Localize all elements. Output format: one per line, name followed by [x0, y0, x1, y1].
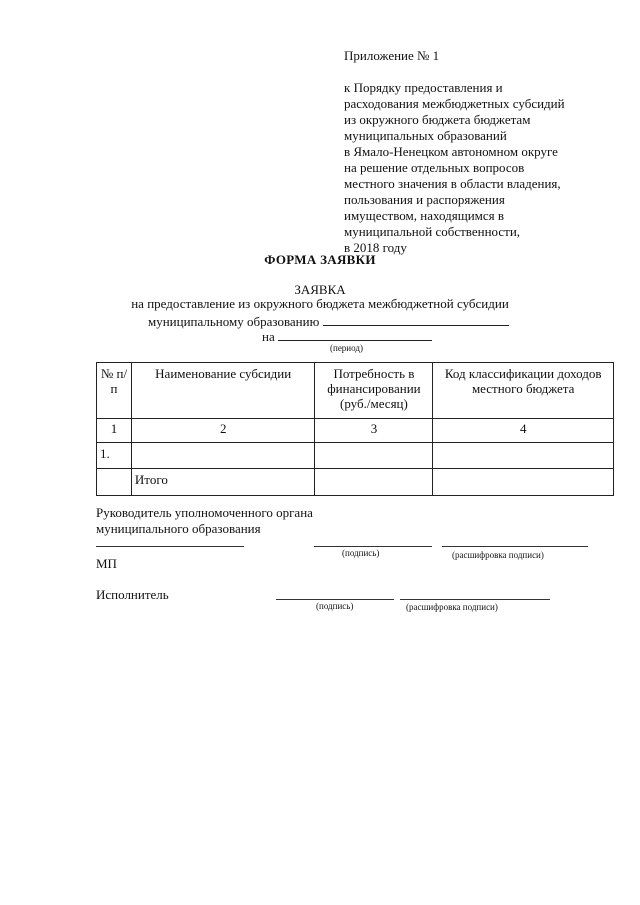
table-header-row	[97, 363, 614, 419]
head-label-line: Руководитель уполномоченного органа	[96, 505, 313, 520]
municipal-name-field[interactable]	[323, 313, 509, 326]
column-number: 2	[131, 419, 315, 443]
appendix-line: в 2018 году	[344, 240, 407, 255]
stamp-place-label: МП	[96, 556, 117, 571]
decoding-note: (расшифровка подписи)	[406, 602, 498, 612]
period-label: на	[262, 329, 275, 344]
table-cell[interactable]	[131, 443, 315, 469]
subsidy-table	[96, 362, 614, 496]
form-title: ФОРМА ЗАЯВКИ	[264, 252, 376, 267]
total-amount-cell[interactable]	[315, 469, 433, 496]
decoding-note: (расшифровка подписи)	[452, 550, 544, 560]
total-label: Итого	[131, 469, 315, 496]
period-note: (период)	[330, 343, 363, 353]
municipal-label: муниципальному образованию	[148, 314, 320, 329]
column-header-number: № п/п	[97, 363, 132, 419]
executor-label: Исполнитель	[96, 587, 169, 602]
table-cell[interactable]	[433, 469, 614, 496]
table-cell[interactable]: 1.	[97, 443, 132, 469]
column-number-row	[97, 419, 614, 443]
appendix-line: муниципальных образований	[344, 128, 507, 143]
table-cell	[97, 469, 132, 496]
application-subtitle: на предоставление из окружного бюджета межбюджетной субсидии	[131, 296, 509, 311]
head-name-field[interactable]	[96, 546, 244, 547]
period-field[interactable]	[278, 328, 432, 341]
total-row	[97, 469, 614, 496]
appendix-line: муниципальной собственности,	[344, 224, 521, 239]
head-of-authority-label	[96, 505, 313, 537]
column-header-amount: Потребность в финансировании (руб./месяц)	[315, 363, 433, 419]
appendix-line: имуществом, находящимся в	[344, 208, 505, 223]
table-cell[interactable]	[315, 443, 433, 469]
signature-note: (подпись)	[316, 601, 354, 611]
column-header-name: Наименование субсидии	[131, 363, 315, 419]
column-number: 4	[433, 419, 614, 443]
column-header-code: Код классификации доходов местного бюджета	[433, 363, 614, 419]
column-number: 1	[97, 419, 132, 443]
appendix-line: местного значения в области владения,	[344, 176, 561, 191]
table-cell[interactable]	[433, 443, 614, 469]
appendix-line: пользования и распоряжения	[344, 192, 505, 207]
head-label-line: муниципального образования	[96, 521, 261, 536]
appendix-line: на решение отдельных вопросов	[344, 160, 525, 175]
appendix-line: к Порядку предоставления и	[344, 80, 503, 95]
table-row	[97, 443, 614, 469]
head-signature-field[interactable]	[314, 546, 432, 547]
appendix-line: из окружного бюджета бюджетам	[344, 112, 531, 127]
application-title: ЗАЯВКА	[294, 282, 346, 297]
appendix-line: расходования межбюджетных субсидий	[344, 96, 565, 111]
head-decoding-field[interactable]	[442, 546, 588, 547]
executor-signature-field[interactable]	[276, 599, 394, 600]
executor-decoding-field[interactable]	[400, 599, 550, 600]
appendix-block	[344, 48, 624, 256]
appendix-line: в Ямало-Ненецком автономном округе	[344, 144, 558, 159]
signature-note: (подпись)	[342, 548, 380, 558]
column-number: 3	[315, 419, 433, 443]
appendix-title: Приложение № 1	[344, 48, 440, 63]
